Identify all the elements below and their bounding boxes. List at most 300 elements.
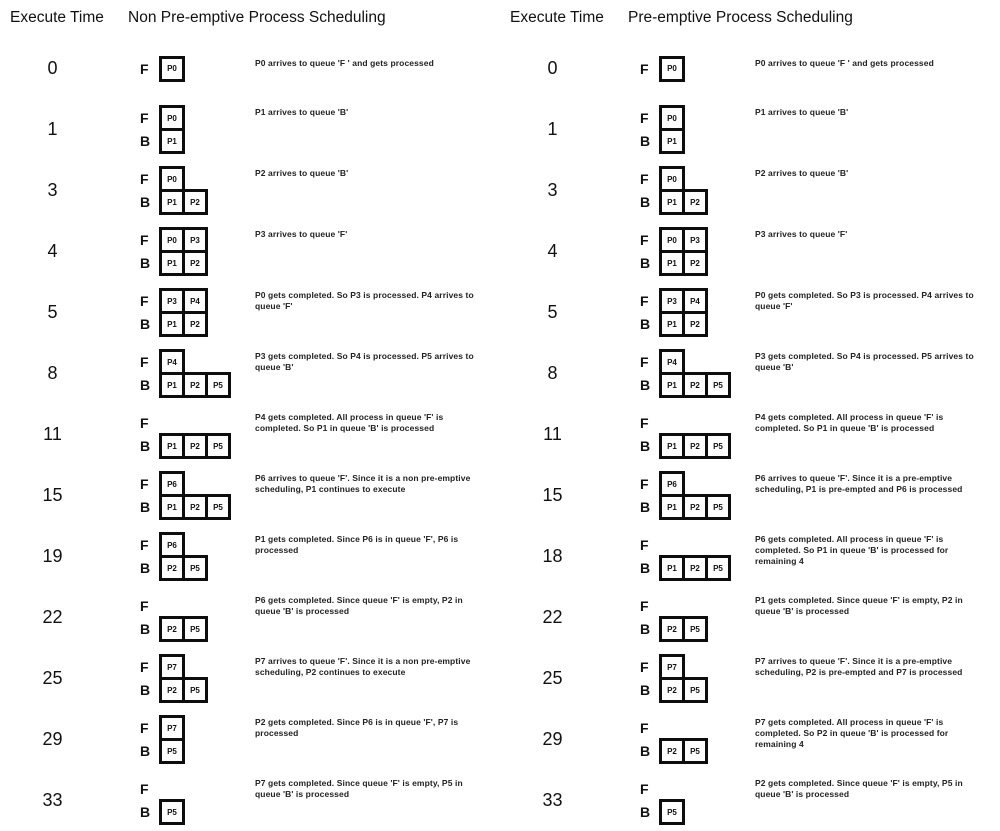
execute-time-value: 15	[42, 485, 63, 505]
process-box-p5: P5	[182, 555, 208, 581]
panel-title-preemptive: Pre-emptive Process Scheduling	[628, 9, 853, 26]
queue-diagram	[105, 532, 235, 581]
row-content	[605, 776, 1000, 825]
process-box-p2: P2	[159, 616, 185, 642]
process-box-p1: P1	[659, 189, 685, 215]
process-box-p6: P6	[159, 532, 185, 558]
process-box-p4: P4	[659, 349, 685, 375]
queue-diagram	[105, 410, 235, 459]
process-box-p0: P0	[659, 227, 685, 253]
back-queue-row	[140, 128, 235, 154]
execute-time-value: 3	[47, 180, 58, 200]
execute-time-header: Execute Time	[510, 9, 604, 26]
execute-time-value: 8	[47, 363, 58, 383]
process-box-p5: P5	[659, 799, 685, 825]
back-queue-row	[640, 677, 735, 703]
schedule-row	[0, 587, 500, 648]
back-queue-row	[640, 128, 735, 154]
back-queue-label: B	[140, 560, 151, 576]
process-box-p4: P4	[159, 349, 185, 375]
process-box-p2: P2	[182, 433, 208, 459]
process-box-p1: P1	[159, 311, 185, 337]
back-queue-row	[140, 494, 235, 520]
front-queue-label: F	[640, 415, 649, 431]
row-content	[605, 288, 1000, 337]
execute-time-value: 11	[43, 424, 62, 444]
panel-preemptive	[500, 0, 1000, 831]
queue-diagram	[605, 105, 735, 154]
back-queue-boxes	[159, 372, 231, 398]
schedule-row	[500, 526, 1000, 587]
row-description: P0 gets completed. So P3 is processed. P4 arrives to queue 'F'	[255, 290, 474, 311]
schedule-row	[500, 404, 1000, 465]
process-box-p5: P5	[682, 677, 708, 703]
back-queue-row	[140, 311, 235, 337]
queue-diagram	[605, 410, 735, 459]
back-queue-label: B	[640, 682, 651, 698]
execute-time-value: 4	[547, 241, 558, 261]
process-box-p2: P2	[182, 494, 208, 520]
back-queue-label: B	[140, 255, 151, 271]
execute-time-value: 0	[547, 58, 558, 78]
execute-time-value: 11	[543, 424, 562, 444]
front-queue-label: F	[140, 60, 149, 77]
schedule-row	[0, 648, 500, 709]
execute-time-value: 15	[542, 485, 563, 505]
process-box-p2: P2	[182, 372, 208, 398]
schedule-row	[500, 343, 1000, 404]
process-box-p5: P5	[182, 677, 208, 703]
back-queue-label: B	[140, 194, 151, 210]
queue-diagram	[105, 776, 235, 825]
row-description: P1 arrives to queue 'B'	[255, 107, 349, 117]
row-description: P1 gets completed. Since P6 is in queue 'F', P6 is processed	[255, 534, 459, 555]
row-content	[105, 715, 500, 764]
back-queue-label: B	[140, 743, 151, 759]
row-content	[105, 410, 500, 459]
row-description: P3 arrives to queue 'F'	[755, 229, 848, 239]
process-box-p2: P2	[182, 250, 208, 276]
front-queue-label: F	[140, 476, 149, 492]
execute-time-value: 22	[542, 607, 563, 627]
process-box-p1: P1	[659, 311, 685, 337]
execute-time-value: 25	[542, 668, 563, 688]
row-content	[105, 227, 500, 276]
process-box-p7: P7	[159, 654, 185, 680]
back-queue-row	[640, 250, 735, 276]
back-queue-boxes	[659, 128, 685, 154]
back-queue-label: B	[640, 438, 651, 454]
back-queue-row	[140, 677, 235, 703]
back-queue-boxes	[159, 555, 208, 581]
row-content	[105, 471, 500, 520]
back-queue-boxes	[659, 250, 708, 276]
queue-diagram	[105, 654, 235, 703]
row-content	[605, 715, 1000, 764]
queue-diagram	[605, 227, 735, 276]
front-queue-boxes	[659, 56, 685, 82]
front-queue-label: F	[640, 232, 649, 248]
queue-diagram	[605, 288, 735, 337]
process-box-p1: P1	[659, 555, 685, 581]
process-box-p5: P5	[182, 616, 208, 642]
schedule-row	[0, 526, 500, 587]
row-description: P7 arrives to queue 'F'. Since it is a pre-emptive scheduling, P2 is pre-empted and P7 is processed	[755, 656, 963, 677]
back-queue-row	[140, 189, 235, 215]
front-queue-label: F	[140, 415, 149, 431]
row-description: P1 arrives to queue 'B'	[755, 107, 849, 117]
process-box-p5: P5	[159, 799, 185, 825]
process-box-p5: P5	[705, 494, 731, 520]
back-queue-label: B	[640, 499, 651, 515]
back-queue-row	[640, 616, 735, 642]
row-content	[105, 593, 500, 642]
process-box-p1: P1	[159, 372, 185, 398]
back-queue-row	[140, 250, 235, 276]
row-description: P6 arrives to queue 'F'. Since it is a non pre-emptive scheduling, P1 continues to execute	[255, 473, 471, 494]
process-box-p2: P2	[682, 311, 708, 337]
back-queue-row	[640, 799, 735, 825]
row-content	[105, 56, 500, 82]
process-box-p6: P6	[159, 471, 185, 497]
process-box-p5: P5	[705, 372, 731, 398]
back-queue-label: B	[640, 194, 651, 210]
back-queue-boxes	[159, 799, 185, 825]
queue-diagram	[605, 593, 735, 642]
schedule-row	[500, 99, 1000, 160]
process-box-p2: P2	[682, 372, 708, 398]
process-box-p0: P0	[159, 166, 185, 192]
back-queue-boxes	[159, 677, 208, 703]
process-box-p1: P1	[659, 128, 685, 154]
front-queue-label: F	[140, 171, 149, 187]
process-box-p0: P0	[159, 227, 185, 253]
back-queue-label: B	[140, 316, 151, 332]
process-box-p2: P2	[682, 433, 708, 459]
process-box-p3: P3	[182, 227, 208, 253]
process-box-p4: P4	[682, 288, 708, 314]
process-box-p2: P2	[159, 677, 185, 703]
panel-header-preemptive	[500, 0, 1000, 38]
back-queue-boxes	[159, 128, 185, 154]
execute-time-value: 1	[547, 119, 558, 139]
back-queue-row	[640, 189, 735, 215]
back-queue-boxes	[159, 494, 231, 520]
rows-preemptive	[500, 38, 1000, 831]
queue-diagram	[105, 227, 235, 276]
queue-diagram	[105, 349, 235, 398]
row-description: P2 gets completed. Since P6 is in queue 'F', P7 is processed	[255, 717, 459, 738]
back-queue-label: B	[640, 621, 651, 637]
back-queue-label: B	[140, 621, 151, 637]
front-queue-label: F	[140, 720, 149, 736]
back-queue-label: B	[140, 682, 151, 698]
execute-time-value: 8	[547, 363, 558, 383]
execute-time-value: 33	[542, 790, 563, 810]
row-content	[105, 776, 500, 825]
back-queue-label: B	[640, 133, 651, 149]
process-box-p5: P5	[205, 372, 231, 398]
back-queue-boxes	[159, 738, 185, 764]
back-queue-row	[140, 616, 235, 642]
back-queue-row	[140, 799, 235, 825]
front-queue-label: F	[640, 598, 649, 614]
row-content	[605, 532, 1000, 581]
panel-title-non-preemptive: Non Pre-emptive Process Scheduling	[128, 9, 386, 26]
back-queue-row	[640, 555, 735, 581]
process-box-p5: P5	[705, 433, 731, 459]
execute-time-value: 4	[47, 241, 58, 261]
process-box-p2: P2	[659, 738, 685, 764]
front-queue-label: F	[140, 598, 149, 614]
back-queue-label: B	[640, 377, 651, 393]
row-description: P0 arrives to queue 'F ' and gets processed	[255, 57, 434, 68]
execute-time-header: Execute Time	[10, 9, 104, 26]
row-description: P6 gets completed. All process in queue 'F' is completed. So P1 in queue 'B' is processed for remaining 4	[755, 534, 949, 566]
row-content	[605, 410, 1000, 459]
process-box-p6: P6	[659, 471, 685, 497]
process-box-p0: P0	[159, 56, 185, 82]
back-queue-row	[140, 433, 235, 459]
back-queue-row	[140, 555, 235, 581]
back-queue-label: B	[640, 804, 651, 820]
row-content	[605, 105, 1000, 154]
queue-diagram	[605, 654, 735, 703]
schedule-row	[500, 465, 1000, 526]
back-queue-boxes	[159, 189, 208, 215]
schedule-row	[0, 38, 500, 99]
queue-diagram	[605, 715, 735, 764]
row-content	[605, 56, 1000, 82]
front-queue-label: F	[640, 476, 649, 492]
front-queue-label: F	[140, 232, 149, 248]
back-queue-boxes	[159, 433, 231, 459]
back-queue-boxes	[659, 311, 708, 337]
back-queue-label: B	[140, 377, 151, 393]
process-box-p4: P4	[182, 288, 208, 314]
row-description: P7 gets completed. All process in queue 'F' is completed. So P2 in queue 'B' is processed for remaining 4	[755, 717, 949, 749]
process-box-p5: P5	[682, 738, 708, 764]
front-queue-label: F	[140, 110, 149, 126]
schedule-row	[0, 465, 500, 526]
front-queue-label: F	[640, 659, 649, 675]
back-queue-boxes	[659, 494, 731, 520]
back-queue-boxes	[659, 555, 731, 581]
back-queue-boxes	[659, 372, 731, 398]
schedule-row	[500, 648, 1000, 709]
execute-time-value: 1	[47, 119, 58, 139]
back-queue-boxes	[159, 250, 208, 276]
row-content	[605, 471, 1000, 520]
process-box-p2: P2	[659, 616, 685, 642]
process-box-p3: P3	[159, 288, 185, 314]
process-box-p2: P2	[682, 555, 708, 581]
queue-diagram	[605, 166, 735, 215]
process-box-p0: P0	[659, 105, 685, 131]
row-description: P2 arrives to queue 'B'	[755, 168, 849, 178]
row-content	[105, 532, 500, 581]
row-description: P3 arrives to queue 'F'	[255, 229, 348, 239]
front-queue-label: F	[640, 354, 649, 370]
queue-diagram	[105, 105, 235, 154]
execute-time-value: 0	[47, 58, 58, 78]
schedule-row	[0, 709, 500, 770]
queue-diagram	[605, 349, 735, 398]
row-content	[105, 105, 500, 154]
process-box-p2: P2	[159, 555, 185, 581]
row-description: P3 gets completed. So P4 is processed. P5 arrives to queue 'B'	[255, 351, 474, 372]
back-queue-boxes	[659, 738, 708, 764]
row-description: P3 gets completed. So P4 is processed. P5 arrives to queue 'B'	[755, 351, 974, 372]
execute-time-value: 5	[47, 302, 58, 322]
back-queue-boxes	[659, 189, 708, 215]
row-description: P7 gets completed. Since queue 'F' is empty, P5 in queue 'B' is processed	[255, 778, 463, 799]
execute-time-value: 18	[542, 546, 563, 566]
row-content	[605, 349, 1000, 398]
back-queue-label: B	[140, 499, 151, 515]
back-queue-row	[640, 311, 735, 337]
back-queue-label: B	[640, 560, 651, 576]
process-box-p5: P5	[205, 494, 231, 520]
process-box-p1: P1	[159, 128, 185, 154]
process-box-p1: P1	[659, 372, 685, 398]
process-box-p1: P1	[159, 433, 185, 459]
execute-time-value: 33	[42, 790, 63, 810]
schedule-row	[500, 160, 1000, 221]
row-description: P4 gets completed. All process in queue 'F' is completed. So P1 in queue 'B' is processed	[255, 412, 444, 433]
schedule-row	[500, 587, 1000, 648]
process-box-p5: P5	[682, 616, 708, 642]
back-queue-row	[640, 494, 735, 520]
process-box-p1: P1	[659, 250, 685, 276]
back-queue-row	[140, 738, 235, 764]
back-queue-label: B	[640, 316, 651, 332]
execute-time-value: 25	[42, 668, 63, 688]
row-description: P2 arrives to queue 'B'	[255, 168, 349, 178]
process-box-p1: P1	[659, 433, 685, 459]
schedule-row	[0, 282, 500, 343]
process-box-p7: P7	[159, 715, 185, 741]
process-box-p0: P0	[659, 56, 685, 82]
process-box-p2: P2	[182, 189, 208, 215]
front-queue-label: F	[640, 110, 649, 126]
process-box-p2: P2	[682, 494, 708, 520]
row-content	[105, 166, 500, 215]
schedule-row	[500, 709, 1000, 770]
panel-header-non-preemptive	[0, 0, 500, 38]
process-box-p5: P5	[159, 738, 185, 764]
execute-time-value: 3	[547, 180, 558, 200]
row-description: P6 gets completed. Since queue 'F' is empty, P2 in queue 'B' is processed	[255, 595, 463, 616]
back-queue-row	[640, 372, 735, 398]
back-queue-label: B	[140, 804, 151, 820]
front-queue-boxes	[159, 56, 185, 82]
queue-diagram	[105, 715, 235, 764]
process-box-p2: P2	[182, 311, 208, 337]
queue-diagram	[605, 776, 735, 825]
row-description: P4 gets completed. All process in queue 'F' is completed. So P1 in queue 'B' is processed	[755, 412, 944, 433]
row-description: P0 gets completed. So P3 is processed. P4 arrives to queue 'F'	[755, 290, 974, 311]
row-content	[605, 166, 1000, 215]
schedule-row	[0, 160, 500, 221]
queue-diagram	[105, 56, 235, 82]
row-description: P1 gets completed. Since queue 'F' is empty, P2 in queue 'B' is processed	[755, 595, 963, 616]
row-content	[605, 593, 1000, 642]
front-queue-label: F	[140, 537, 149, 553]
back-queue-boxes	[659, 616, 708, 642]
front-queue-label: F	[640, 171, 649, 187]
execute-time-value: 22	[42, 607, 63, 627]
process-box-p5: P5	[205, 433, 231, 459]
process-box-p2: P2	[682, 250, 708, 276]
queue-diagram	[105, 288, 235, 337]
execute-time-value: 5	[547, 302, 558, 322]
rows-non-preemptive	[0, 38, 500, 831]
process-box-p2: P2	[682, 189, 708, 215]
row-content	[105, 654, 500, 703]
front-queue-label: F	[140, 659, 149, 675]
back-queue-label: B	[140, 133, 151, 149]
process-box-p3: P3	[682, 227, 708, 253]
front-queue-label: F	[640, 781, 649, 797]
process-box-p1: P1	[659, 494, 685, 520]
back-queue-boxes	[659, 433, 731, 459]
back-queue-label: B	[640, 255, 651, 271]
schedule-row	[500, 221, 1000, 282]
row-content	[105, 288, 500, 337]
back-queue-label: B	[140, 438, 151, 454]
row-content	[105, 349, 500, 398]
front-queue-label: F	[640, 537, 649, 553]
queue-diagram	[105, 593, 235, 642]
schedule-row	[0, 770, 500, 831]
process-box-p2: P2	[659, 677, 685, 703]
back-queue-label: B	[640, 743, 651, 759]
row-content	[605, 654, 1000, 703]
schedule-row	[500, 38, 1000, 99]
process-box-p7: P7	[659, 654, 685, 680]
queue-diagram	[605, 471, 735, 520]
back-queue-row	[140, 372, 235, 398]
row-description: P7 arrives to queue 'F'. Since it is a non pre-emptive scheduling, P2 continues to execute	[255, 656, 471, 677]
execute-time-value: 19	[42, 546, 63, 566]
execute-time-value: 29	[42, 729, 63, 749]
back-queue-row	[640, 433, 735, 459]
process-box-p0: P0	[659, 166, 685, 192]
row-description: P2 gets completed. Since queue 'F' is empty, P5 in queue 'B' is processed	[755, 778, 963, 799]
back-queue-row	[640, 738, 735, 764]
front-queue-label: F	[640, 60, 649, 77]
schedule-row	[0, 404, 500, 465]
queue-diagram	[605, 532, 735, 581]
schedule-row	[0, 99, 500, 160]
queue-diagram	[105, 166, 235, 215]
back-queue-boxes	[659, 677, 708, 703]
schedule-row	[0, 221, 500, 282]
row-content	[605, 227, 1000, 276]
front-queue-label: F	[140, 354, 149, 370]
queue-diagram	[105, 471, 235, 520]
front-queue-row	[140, 56, 235, 82]
schedule-row	[500, 282, 1000, 343]
front-queue-label: F	[640, 293, 649, 309]
queue-diagram	[605, 56, 735, 82]
process-box-p5: P5	[705, 555, 731, 581]
back-queue-boxes	[659, 799, 685, 825]
back-queue-boxes	[159, 616, 208, 642]
front-queue-label: F	[140, 293, 149, 309]
process-box-p3: P3	[659, 288, 685, 314]
